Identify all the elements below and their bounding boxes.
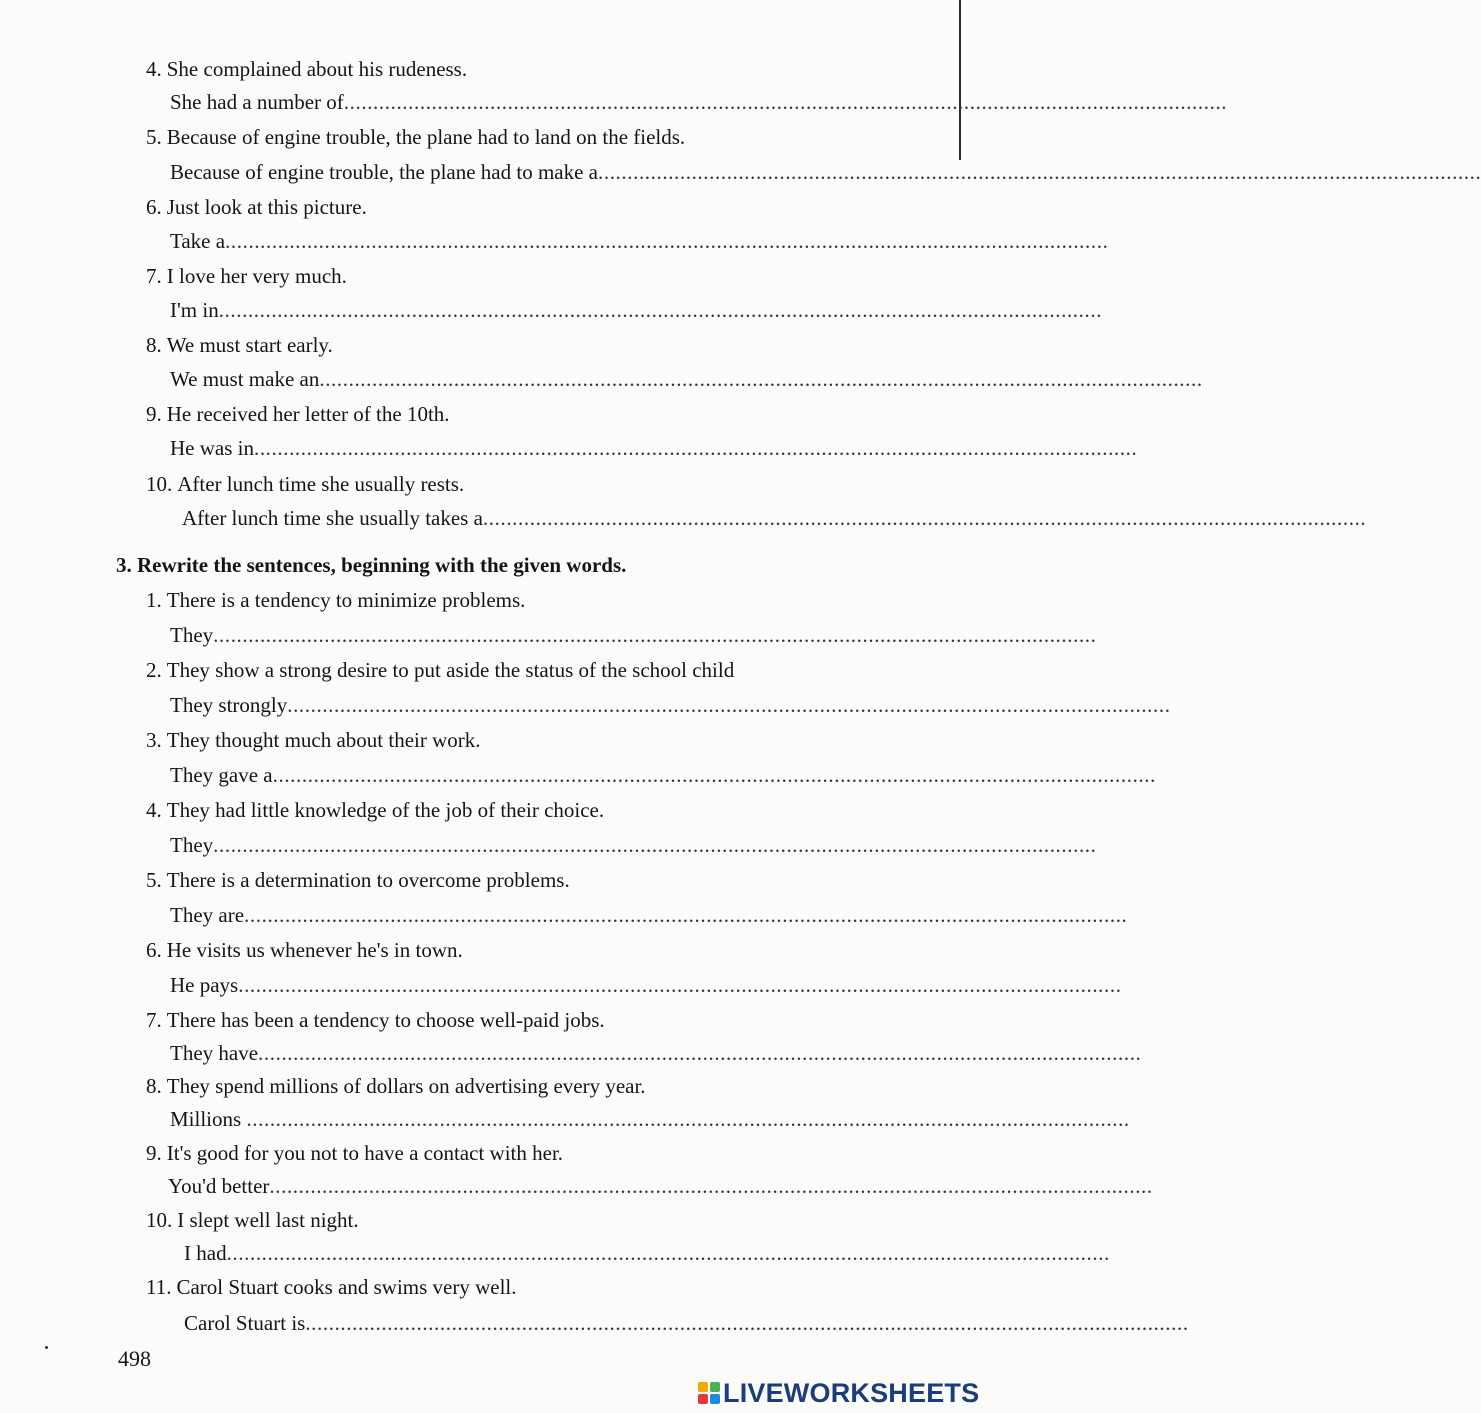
part2-item-7-answer-line[interactable]: I'm in ....................................................................................................................................................... — [170, 298, 1103, 322]
part2-item-6-sentence: 6. Just look at this picture. — [146, 195, 367, 219]
part2-item-9-sentence: 9. He received her letter of the 10th. — [146, 402, 450, 426]
part2-item-10-sentence: 10. After lunch time she usually rests. — [146, 472, 465, 496]
s3-item-11-sentence: 11. Carol Stuart cooks and swims very well. — [146, 1275, 517, 1299]
logo-square-3 — [698, 1394, 708, 1404]
stray-dot-mark — [45, 1346, 48, 1349]
part2-item-4-sentence: 4. She complained about his rudeness. — [146, 57, 468, 81]
s3-item-1-answer-line[interactable]: They ....................................................................................................................................................... — [170, 623, 1097, 647]
part2-item-4-answer-line[interactable]: She had a number of ....................................................................................................................................................... — [170, 90, 1228, 114]
part2-item-10-answer-line[interactable]: After lunch time she usually takes a ....................................................................................................................................................... — [182, 506, 1367, 530]
s3-item-3-answer-line[interactable]: They gave a ....................................................................................................................................................... — [170, 763, 1156, 787]
s3-item-4-sentence: 4. They had little knowledge of the job of their choice. — [146, 798, 605, 822]
s3-item-7-answer-line[interactable]: They have ....................................................................................................................................................... — [170, 1041, 1142, 1065]
s3-item-10-sentence: 10. I slept well last night. — [146, 1208, 359, 1232]
s3-item-9-answer-line[interactable]: You'd better ....................................................................................................................................................... — [168, 1174, 1153, 1198]
page-margin-line — [959, 0, 961, 160]
part2-item-5-sentence: 5. Because of engine trouble, the plane had to land on the fields. — [146, 125, 686, 149]
logo-square-4 — [710, 1394, 720, 1404]
liveworksheets-brand[interactable] — [698, 1378, 979, 1408]
s3-item-2-answer-line[interactable]: They strongly ....................................................................................................................................................... — [170, 693, 1171, 717]
part2-item-8-answer-line[interactable]: We must make an ....................................................................................................................................................... — [170, 367, 1203, 391]
logo-square-2 — [710, 1382, 720, 1392]
liveworksheets-logo-icon — [698, 1382, 720, 1404]
s3-item-6-sentence: 6. He visits us whenever he's in town. — [146, 938, 463, 962]
s3-item-2-sentence: 2. They show a strong desire to put aside the status of the school child — [146, 658, 735, 682]
s3-item-3-sentence: 3. They thought much about their work. — [146, 728, 481, 752]
part2-item-8-sentence: 8. We must start early. — [146, 333, 333, 357]
s3-item-4-answer-line[interactable]: They ....................................................................................................................................................... — [170, 833, 1097, 857]
s3-item-5-sentence: 5. There is a determination to overcome problems. — [146, 868, 570, 892]
s3-item-5-answer-line[interactable]: They are ....................................................................................................................................................... — [170, 903, 1128, 927]
s3-item-11-answer-line[interactable]: Carol Stuart is ....................................................................................................................................................... — [184, 1311, 1189, 1335]
logo-square-1 — [698, 1382, 708, 1392]
liveworksheets-wordmark: LIVEWORKSHEETS — [723, 1377, 980, 1408]
part2-item-7-sentence: 7. I love her very much. — [146, 264, 347, 288]
page-number: 498 — [118, 1346, 151, 1371]
s3-item-6-answer-line[interactable]: He pays ....................................................................................................................................................... — [170, 973, 1122, 997]
s3-item-1-sentence: 1. There is a tendency to minimize problems. — [146, 588, 526, 612]
section-3-title: 3. Rewrite the sentences, beginning with the given words. — [116, 553, 627, 577]
s3-item-10-answer-line[interactable]: I had ....................................................................................................................................................... — [184, 1241, 1110, 1265]
s3-item-8-answer-line[interactable]: Millions ....................................................................................................................................................... — [170, 1107, 1130, 1131]
part2-item-6-answer-line[interactable]: Take a ....................................................................................................................................................... — [170, 229, 1109, 253]
s3-item-8-sentence: 8. They spend millions of dollars on advertising every year. — [146, 1074, 646, 1098]
part2-item-5-answer-line[interactable]: Because of engine trouble, the plane had to make a ....................................................................................................................................................... — [170, 160, 1481, 184]
s3-item-7-sentence: 7. There has been a tendency to choose well-paid jobs. — [146, 1008, 605, 1032]
s3-item-9-sentence: 9. It's good for you not to have a contact with her. — [146, 1141, 564, 1165]
part2-item-9-answer-line[interactable]: He was in ....................................................................................................................................................... — [170, 436, 1138, 460]
